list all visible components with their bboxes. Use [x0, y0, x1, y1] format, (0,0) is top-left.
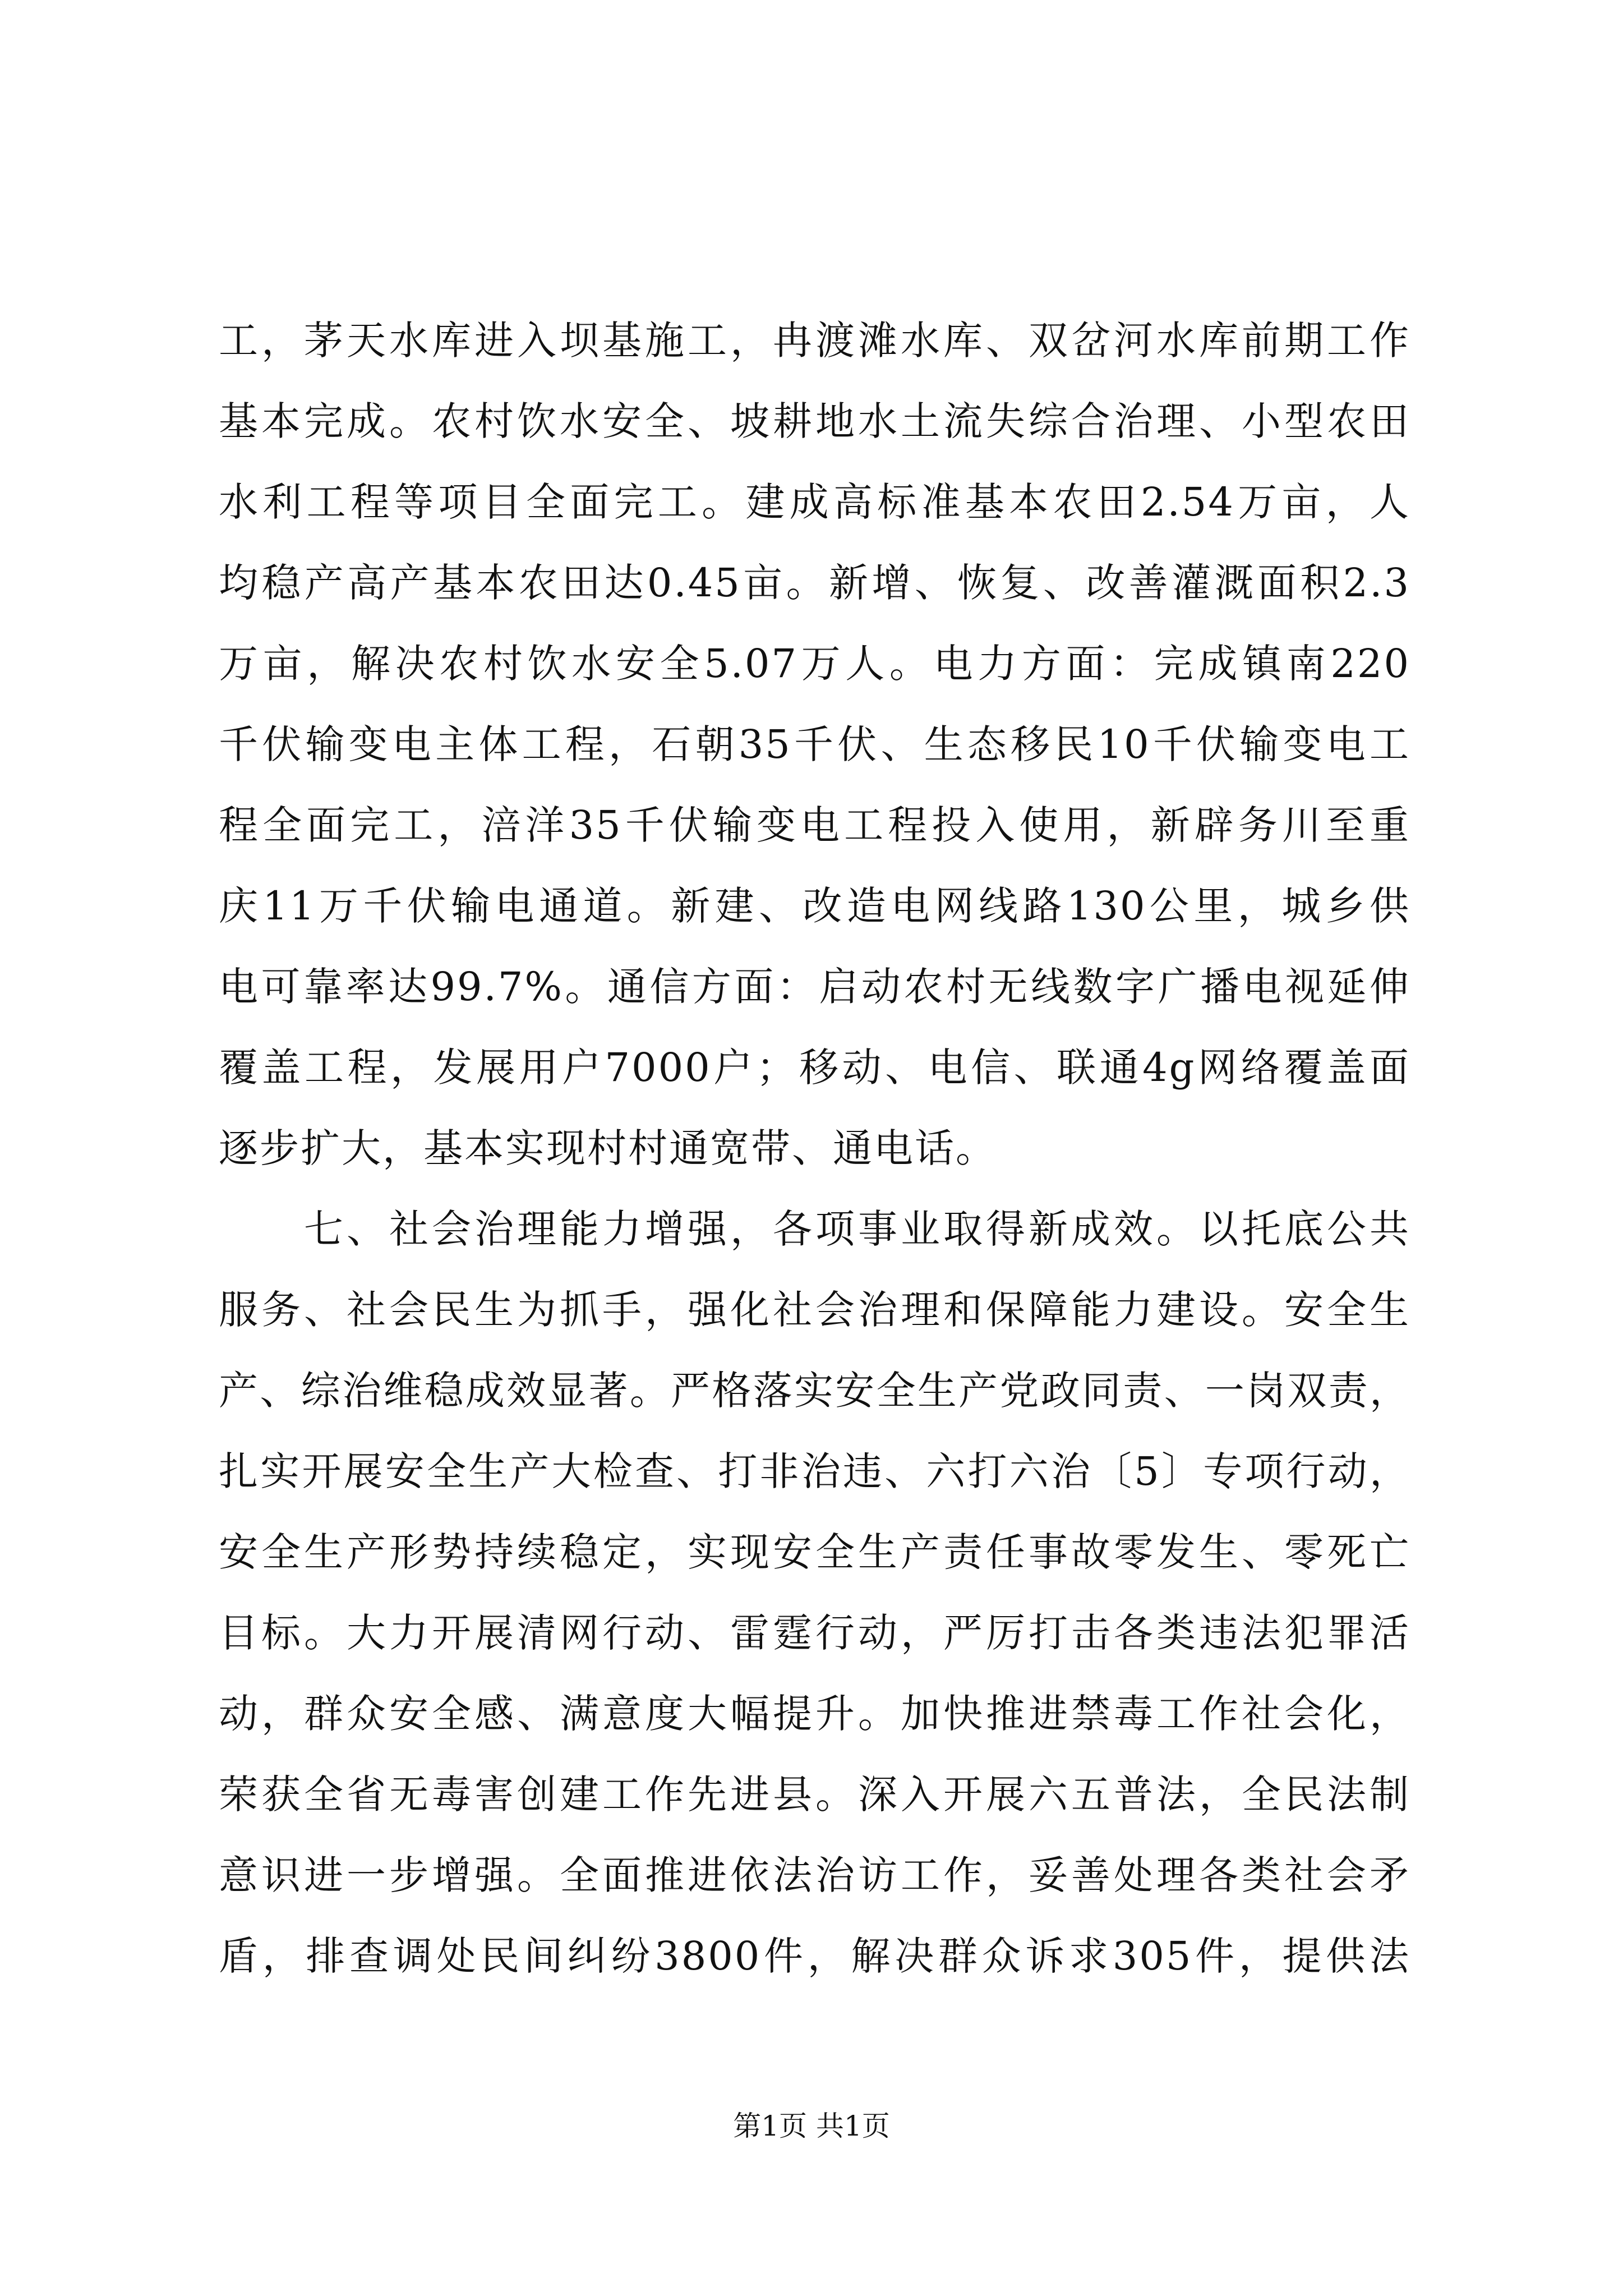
page-number-footer: 第1页 共1页 [733, 2110, 890, 2142]
text-line: 基本完成。农村饮水安全、坡耕地水土流失综合治理、小型农田 [219, 398, 1410, 444]
text-line: 盾，排查调处民间纠纷3800件，解决群众诉求305件，提供法 [219, 1933, 1410, 1979]
body-text [219, 300, 1410, 1996]
text-line: 目标。大力开展清网行动、雷霆行动，严厉打击各类违法犯罪活 [219, 1610, 1410, 1656]
text-line: 千伏输变电主体工程，石朝35千伏、生态移民10千伏输变电工 [219, 721, 1410, 767]
text-line: 扎实开展安全生产大检查、打非治违、六打六治〔5〕专项行动， [219, 1448, 1410, 1494]
text-line: 均稳产高产基本农田达0.45亩。新增、恢复、改善灌溉面积2.3 [219, 560, 1410, 606]
text-line: 程全面完工，涪洋35千伏输变电工程投入使用，新辟务川至重 [219, 802, 1410, 848]
text-line: 水利工程等项目全面完工。建成高标准基本农田2.54万亩，人 [219, 479, 1410, 525]
text-line: 万亩，解决农村饮水安全5.07万人。电力方面：完成镇南220 [219, 641, 1410, 687]
text-line: 安全生产形势持续稳定，实现安全生产责任事故零发生、零死亡 [219, 1529, 1410, 1575]
text-line: 动，群众安全感、满意度大幅提升。加快推进禁毒工作社会化， [219, 1691, 1410, 1737]
text-line: 逐步扩大，基本实现村村通宽带、通电话。 [219, 1125, 997, 1171]
text-line: 庆11万千伏输电通道。新建、改造电网线路130公里，城乡供 [219, 883, 1410, 929]
text-line: 产、综治维稳成效显著。严格落实安全生产党政同责、一岗双责， [219, 1368, 1410, 1414]
text-line: 电可靠率达99.7%。通信方面：启动农村无线数字广播电视延伸 [219, 964, 1410, 1010]
text-line: 七、社会治理能力增强，各项事业取得新成效。以托底公共 [219, 1206, 1410, 1252]
text-line: 服务、社会民生为抓手，强化社会治理和保障能力建设。安全生 [219, 1287, 1410, 1333]
text-line: 荣获全省无毒害创建工作先进县。深入开展六五普法，全民法制 [219, 1772, 1410, 1818]
text-line: 工，茅天水库进入坝基施工，冉渡滩水库、双岔河水库前期工作 [219, 318, 1410, 364]
text-line: 覆盖工程，发展用户7000户；移动、电信、联通4g网络覆盖面 [219, 1045, 1410, 1091]
text-line: 意识进一步增强。全面推进依法治访工作，妥善处理各类社会矛 [219, 1852, 1410, 1898]
